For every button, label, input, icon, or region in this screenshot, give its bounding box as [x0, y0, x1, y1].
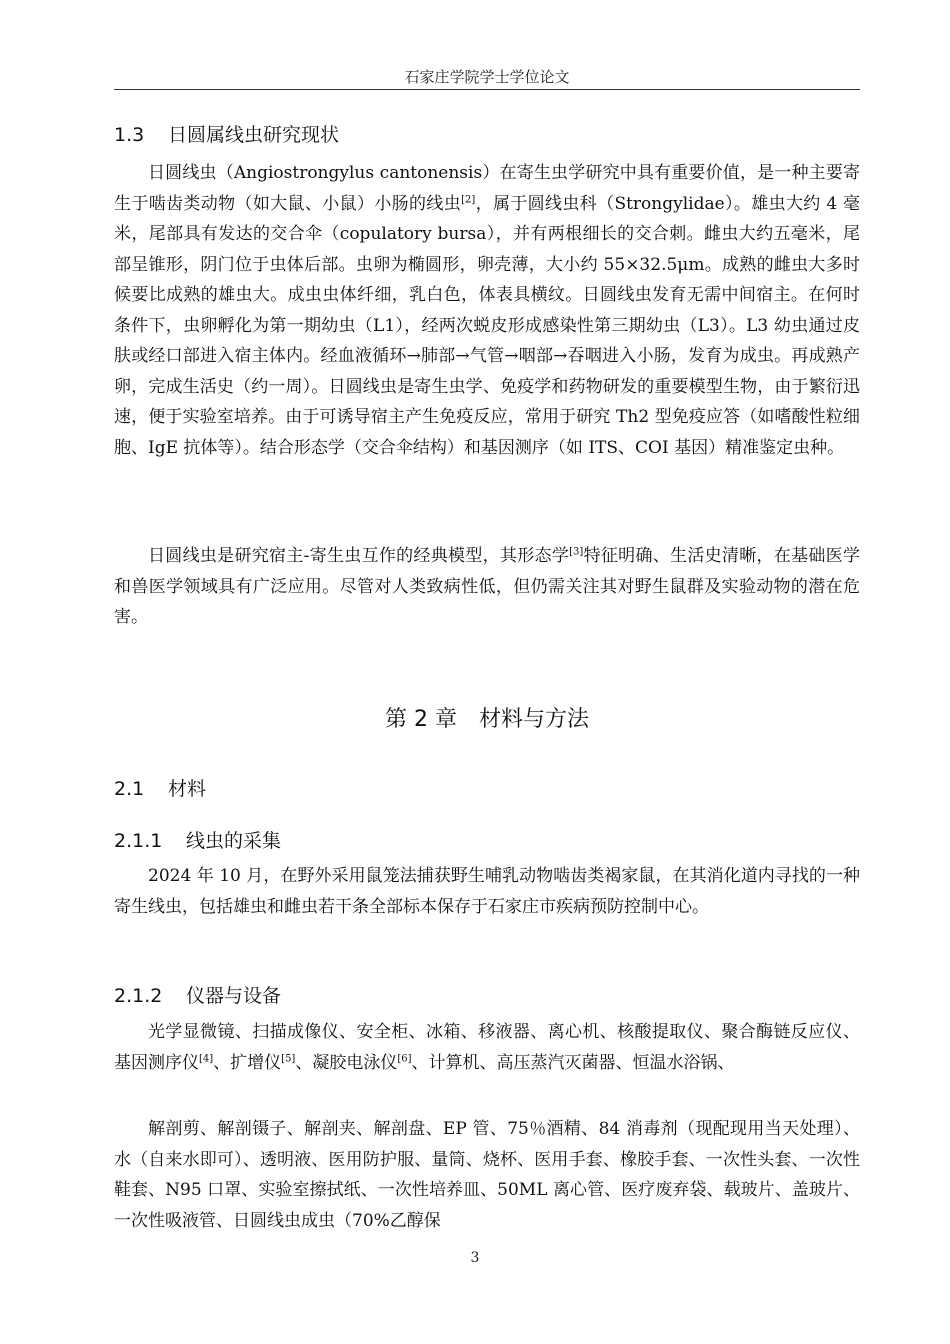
page-number: 3 [470, 1250, 480, 1266]
citation-ref: [4] [199, 1052, 214, 1064]
citation-ref: [5] [281, 1052, 296, 1064]
section-title: 仪器与设备 [186, 985, 282, 1007]
section-number: 2.1.2 [114, 985, 163, 1007]
section-number: 2.1.1 [114, 830, 163, 852]
paragraph-text: 光学显微镜、扫描成像仪、安全柜、冰箱、移液器、离心机、核酸提取仪、聚合酶链反应仪、基因测序仪 [114, 1022, 860, 1073]
citation-ref: [3] [569, 546, 584, 558]
paragraph-text: ，属于圆线虫科（Strongylidae）。雄虫大约 4 毫米，尾部具有发达的交合伞（copulatory bursa），并有两根细长的交合刺。雌虫大约五毫米，尾部呈锥形，阴门位于虫体后部。虫卵为椭圆形，卵壳薄，大小约 55×32.5μm。成熟的雌虫大多时候要比成熟的雄虫大。成虫虫体纤细，乳白色，体表具横纹。日圆线虫发育无需中间宿主。在何时条件下，虫卵孵化为第一期幼虫（L1），经两次蜕皮形成感染性第三期幼虫（L3）。L3 幼虫通过皮肤或经口部进入宿主体内。经血液循环→肺部→气管→咽部→吞咽进入小肠，发育为成虫。再成熟产卵，完成生活史（约一周）。日圆线虫是寄生虫学、免疫学和药物研发的重要模型生物，由于繁衍迅速，便于实验室培养。由于可诱导宿主产生免疫反应，常用于研究 Th2 型免疫应答（如嗜酸性粒细胞、IgE 抗体等）。结合形态学（交合伞结构）和基因测序（如 ITS、COI 基因）精准鉴定虫种。 [114, 193, 860, 458]
chapter-title: 第 2 章 材料与方法 [385, 707, 589, 732]
paragraph-3: 2024 年 10 月，在野外采用鼠笼法捕获野生哺乳动物啮齿类褐家鼠，在其消化道内寻找的一种寄生线虫，包括雄虫和雌虫若干条全部标本保存于石家庄市疾病预防控制中心。 [114, 866, 860, 917]
paragraph-text: 、扩增仪 [213, 1052, 282, 1073]
section-number: 2.1 [114, 778, 145, 800]
citation-ref: [6] [397, 1052, 412, 1064]
paragraph-1 [114, 158, 860, 463]
section-title: 线虫的采集 [186, 830, 282, 852]
paragraph-text: 特征明确、生活史清晰，在基础医学和兽医学领域具有广泛应用。尽管对人类致病性低，但仍需关注其对野生鼠群及实验动物的潜在危害。 [114, 546, 860, 627]
section-heading-2-1-1 [114, 826, 281, 853]
section-heading-2-1 [114, 774, 206, 801]
running-header: 石家庄学院学士学位论文 [404, 68, 570, 86]
section-heading-1-3 [114, 120, 339, 147]
paragraph-text: 日圆线虫是研究宿主-寄生虫互作的经典模型，其形态学 [148, 546, 570, 566]
header-rule [114, 89, 860, 90]
paragraph-5: 解剖剪、解剖镊子、解剖夹、解剖盘、EP 管、75％酒精、84 消毒剂（现配现用当天处理）、水（自来水即可）、透明液、医用防护服、量筒、烧杯、医用手套、橡胶手套、一次性头套、一次性鞋套、N95 口罩、实验室擦拭纸、一次性培养皿、50ML 离心管、医疗废弃袋、载玻片、盖玻片、一次性吸液管、日圆线虫成虫（70%乙醇保 [114, 1119, 860, 1231]
paragraph-2 [114, 541, 860, 633]
paragraph-4 [114, 1017, 860, 1078]
paragraph-text: 、计算机、高压蒸汽灭菌器、恒温水浴锅、 [411, 1052, 735, 1073]
paragraph-text: 日圆线虫（Angiostrongylus cantonensis）在寄生虫学研究中具有重要价值，是一种主要寄生于啮齿类动物（如大鼠、小鼠）小肠的线虫 [114, 163, 860, 214]
section-title: 材料 [168, 778, 207, 800]
section-heading-2-1-2 [114, 981, 281, 1008]
section-title: 日圆属线虫研究现状 [168, 124, 340, 146]
paragraph-text: 、凝胶电泳仪 [295, 1052, 398, 1073]
citation-ref: [2] [461, 193, 476, 205]
section-number: 1.3 [114, 124, 145, 146]
